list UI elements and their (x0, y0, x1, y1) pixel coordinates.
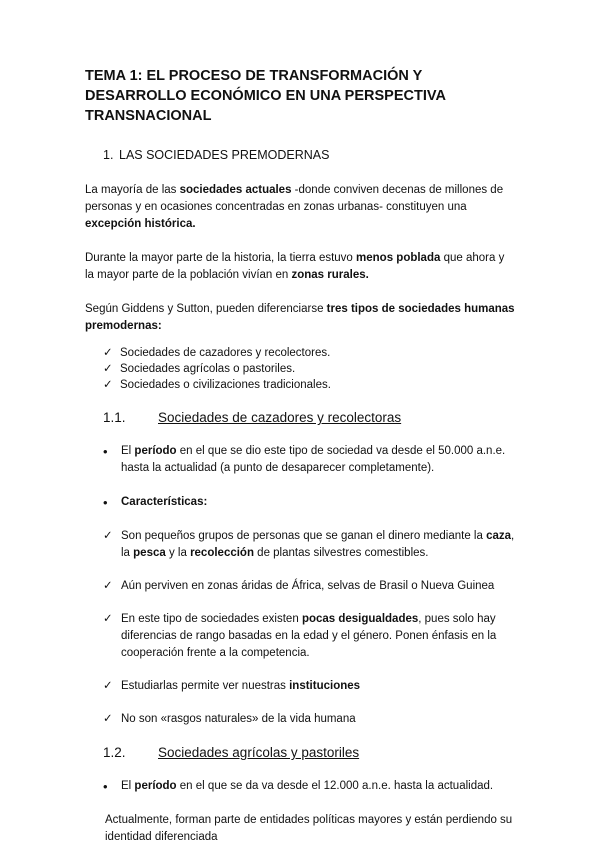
text: y la (165, 547, 191, 559)
bold-text: instituciones (289, 680, 361, 692)
bullet-icon: • (103, 495, 108, 510)
bold-text: período (134, 780, 177, 792)
check-icon: ✓ (103, 713, 113, 725)
list-item-text: Sociedades o civilizaciones tradicionales. (120, 379, 331, 391)
paragraph-types-intro (85, 301, 515, 335)
bold-text: pesca (133, 547, 166, 559)
document-page (85, 66, 515, 846)
text: , la (121, 530, 515, 559)
text: Según Giddens y Sutton, pueden diferenciarse (85, 303, 327, 315)
check-icon: ✓ (103, 347, 113, 359)
check-icon: ✓ (103, 363, 113, 375)
characteristics-label: Características: (121, 496, 208, 508)
text: Son pequeños grupos de personas que se ganan el dinero mediante la (121, 530, 487, 542)
bold-text: período (134, 445, 177, 457)
subsection-heading-1-1 (103, 409, 515, 427)
bold-text: zonas rurales. (291, 269, 369, 281)
text: en el que se dio este tipo de sociedad va desde el 50.000 a.n.e. hasta la actualidad (a punto de desaparecer completamente). (121, 445, 506, 474)
characteristic-item (103, 711, 515, 728)
text: Estudiarlas permite ver nuestras (121, 680, 290, 692)
text: El (121, 445, 135, 457)
section-heading-1 (103, 146, 515, 164)
list-item-text: Sociedades de cazadores y recolectores. (120, 347, 331, 359)
characteristic-text: No son «rasgos naturales» de la vida humana (121, 713, 356, 725)
bold-text: caza (486, 530, 512, 542)
bold-text: menos poblada (356, 252, 441, 264)
list-item-text: Sociedades agrícolas o pastoriles. (120, 363, 296, 375)
document-title: TEMA 1: EL PROCESO DE TRANSFORMACIÓN Y DESARROLLO ECONÓMICO EN UNA PERSPECTIVA TRANSNACIONAL (85, 68, 446, 124)
text: En este tipo de sociedades existen (121, 613, 302, 625)
bold-text: sociedades actuales (179, 184, 292, 196)
subsection-number: 1.1. (103, 410, 126, 425)
text: que ahora y la mayor parte de la población vivían en (85, 252, 505, 281)
bullet-icon: • (103, 779, 108, 794)
subsection-title: Sociedades agrícolas y pastoriles (158, 745, 360, 760)
text: El (121, 780, 135, 792)
list-item (103, 362, 515, 377)
text: en el que se da va desde el 12.000 a.n.e. hasta la actualidad. (176, 780, 494, 792)
paragraph-history (85, 250, 515, 284)
text: -donde conviven decenas de millones de personas y en ocasiones concentradas en zonas urbanas- constituyen una (85, 184, 504, 213)
bullet-period (103, 443, 515, 477)
subsection-heading-1-2 (103, 744, 515, 762)
characteristic-item (103, 678, 515, 695)
bullet-characteristics (103, 494, 515, 511)
text: Durante la mayor parte de la historia, la tierra estuvo (85, 252, 357, 264)
text: , pues solo hay diferencias de rango basadas en la edad y el género. Ponen énfasis en la cooperación frente a la competencia. (121, 613, 497, 659)
bullet-period (103, 778, 515, 795)
bold-text: pocas desigualdades (301, 613, 419, 625)
types-list (103, 346, 515, 393)
text: La mayoría de las (85, 184, 180, 196)
check-icon: ✓ (103, 680, 113, 692)
subsection-title: Sociedades de cazadores y recolectoras (158, 410, 402, 425)
check-icon: ✓ (103, 613, 113, 625)
bold-text: tres tipos de sociedades humanas premodernas: (85, 303, 515, 332)
paragraph-modern-societies (85, 182, 515, 233)
list-item (103, 378, 515, 393)
bold-text: recolección (190, 547, 254, 559)
bold-text: excepción histórica. (85, 218, 196, 230)
paragraph-agricultural-today: Actualmente, forman parte de entidades políticas mayores y están perdiendo su identidad diferenciada (105, 814, 513, 843)
check-icon: ✓ (103, 379, 113, 391)
check-icon: ✓ (103, 580, 113, 592)
text: de plantas silvestres comestibles. (253, 547, 429, 559)
section-title: LAS SOCIEDADES PREMODERNAS (119, 148, 330, 162)
characteristic-item (103, 578, 515, 595)
characteristic-item (103, 528, 515, 562)
subsection-number: 1.2. (103, 745, 126, 760)
bullet-icon: • (103, 444, 108, 459)
list-item (103, 346, 515, 361)
characteristic-text: Aún perviven en zonas áridas de África, selvas de Brasil o Nueva Guinea (121, 580, 495, 592)
check-icon: ✓ (103, 530, 113, 542)
section-number: 1. (103, 148, 114, 162)
characteristic-item (103, 611, 515, 662)
